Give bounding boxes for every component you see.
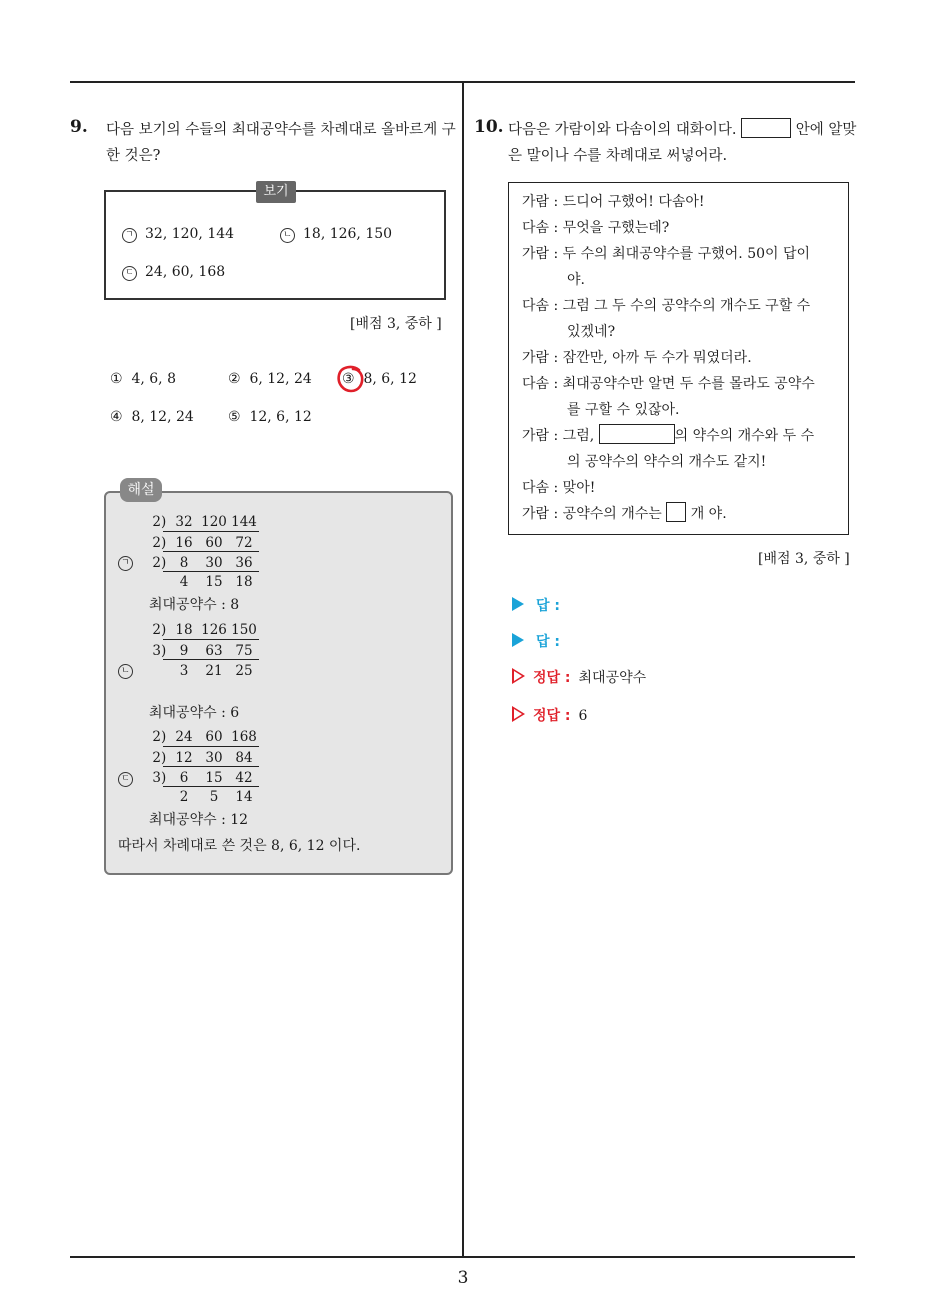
dialogue-line: 다솜 : 최대공약수만 알면 두 수를 몰라도 공약수 를 구할 수 있잖아. (522, 376, 815, 418)
q9-question-text: 다음 보기의 수들의 최대공약수를 차례대로 올바르게 구한 것은? (106, 122, 456, 164)
q10-score-meta: [배점 3, 중하 ] (758, 551, 850, 567)
division-row: 2 5 14 (179, 789, 253, 805)
answer-input-2[interactable]: 답 : (512, 631, 560, 651)
bogi-item-1: ㄱ 32, 120, 144 (122, 226, 234, 243)
hangul-circle-icon: ㄴ (280, 228, 295, 243)
bogi-label: 보기 (256, 181, 296, 203)
play-arrow-icon (512, 597, 524, 611)
dialogue-line: 다솜 : 그럼 그 두 수의 공약수의 개수도 구할 수 있겠네? (522, 298, 811, 340)
column-divider (462, 82, 464, 1258)
blank-box-icon (599, 424, 675, 444)
bogi-item-3: ㄷ 24, 60, 168 (122, 264, 225, 281)
choice-4[interactable]: ④ 8, 12, 24 (110, 409, 194, 425)
bottom-rule (70, 1256, 855, 1258)
blank-box-icon (741, 118, 791, 138)
dialogue-line: 가람 : 두 수의 최대공약수를 구했어. 50이 답이 야. (522, 246, 811, 288)
division-line (163, 531, 259, 532)
correct-answer-1: 정답 : 최대공약수 (512, 667, 646, 687)
q9-number: 9. (70, 117, 88, 137)
division-row: 3) 6 15 42 (152, 770, 253, 786)
correct-answer-2: 정답 : 6 (512, 705, 587, 725)
division-line (163, 766, 259, 767)
gcd-result-3: 최대공약수 : 12 (149, 812, 249, 828)
explanation-symbol-3: ㄷ (118, 770, 141, 787)
explanation-symbol-2: ㄴ (118, 662, 141, 679)
page-number: 3 (457, 1268, 469, 1288)
q9-score-meta: [배점 3, 중하 ] (350, 316, 442, 332)
outline-arrow-icon (512, 668, 525, 684)
choice-2[interactable]: ② 6, 12, 24 (228, 371, 312, 387)
division-row: 2) 16 60 72 (152, 535, 253, 551)
play-arrow-icon (512, 633, 524, 647)
outline-arrow-icon (512, 706, 525, 722)
division-row: 3) 9 63 75 (152, 643, 253, 659)
choice-5[interactable]: ⑤ 12, 6, 12 (228, 409, 312, 425)
dialogue-line: 다솜 : 맞아! (522, 480, 596, 496)
division-row: 4 15 18 (179, 574, 253, 590)
dialogue-line: 가람 : 잠깐만, 아까 두 수가 뭐였더라. (522, 350, 752, 366)
hangul-circle-icon: ㄷ (122, 266, 137, 281)
selected-answer-circle-icon (335, 364, 365, 394)
division-row: 2) 32 120 144 (152, 514, 257, 530)
bogi-item-2: ㄴ 18, 126, 150 (280, 226, 392, 243)
division-row: 2) 24 60 168 (152, 729, 257, 745)
division-line (163, 659, 259, 660)
division-row: 2) 12 30 84 (152, 750, 253, 766)
explanation-conclusion: 따라서 차례대로 쓴 것은 8, 6, 12 이다. (118, 838, 361, 854)
division-row: 2) 8 30 36 (152, 555, 253, 571)
choice-3[interactable]: ③ 8, 6, 12 (342, 371, 417, 387)
explanation-label: 해설 (120, 478, 162, 502)
dialogue-line: 가람 : 그럼, 의 약수의 개수와 두 수 의 공약수의 약수의 개수도 같지! (522, 423, 842, 475)
hangul-circle-icon: ㄱ (122, 228, 137, 243)
dialogue-line: 가람 : 드디어 구했어! 다솜아! (522, 194, 705, 210)
bogi-box (104, 190, 446, 300)
division-line (163, 639, 259, 640)
explanation-symbol-1: ㄱ (118, 554, 141, 571)
q10-number: 10. (474, 117, 504, 137)
q10-question-text: 다음은 가람이와 다솜이의 대화이다. 안에 알맞은 말이나 수를 차례대로 써넣어라. (508, 117, 860, 169)
division-line (163, 551, 259, 552)
dialogue-line: 다솜 : 무엇을 구했는데? (522, 220, 670, 236)
gcd-result-1: 최대공약수 : 8 (149, 597, 240, 613)
blank-box-icon (666, 502, 686, 522)
division-line (163, 746, 259, 747)
dialogue-line: 가람 : 공약수의 개수는 개 야. (522, 501, 842, 527)
division-row: 3 21 25 (179, 663, 253, 679)
division-row: 2) 18 126 150 (152, 622, 257, 638)
answer-input-1[interactable]: 답 : (512, 595, 560, 615)
gcd-result-2: 최대공약수 : 6 (149, 705, 240, 721)
choice-1[interactable]: ① 4, 6, 8 (110, 371, 176, 387)
